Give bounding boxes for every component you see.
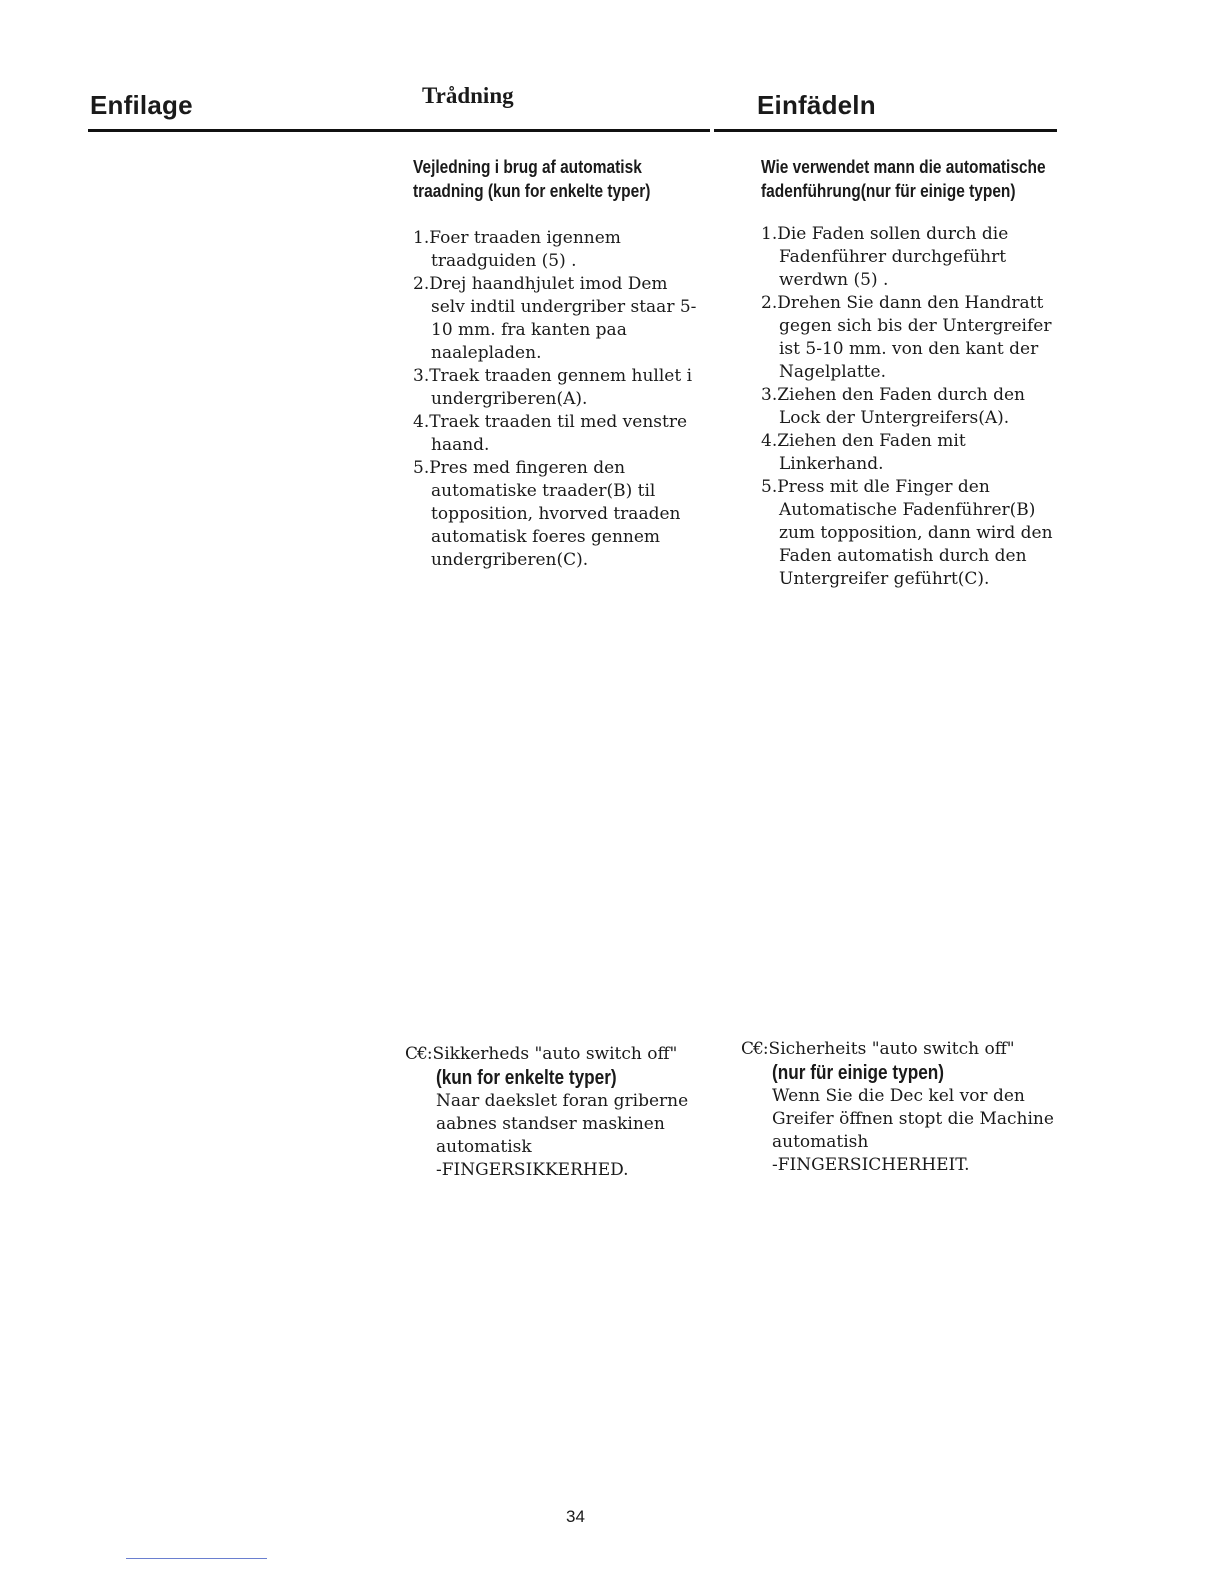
danish-column (413, 155, 713, 572)
german-steps (761, 223, 1061, 591)
danish-note-footer: -FINGERSIKKERHED. (436, 1160, 629, 1180)
german-subheading-line1: Wie verwendet mann die automatische (761, 157, 1046, 177)
danish-note-body: Naar daekslet foran griberne aabnes standser maskinen automatisk (436, 1091, 689, 1157)
german-step: 4.Ziehen den Faden mit Linkerhand. (761, 431, 966, 474)
ce-mark-icon: C€ (405, 1044, 427, 1064)
danish-step: 4.Traek traaden til med venstre haand. (413, 412, 688, 455)
german-step: 1.Die Faden sollen durch die Fadenführer durchgeführt werdwn (5) . (761, 224, 1009, 290)
danish-safety-note (405, 1043, 715, 1182)
danish-note-title: :Sikkerheds "auto switch off" (426, 1044, 678, 1064)
german-step: 5.Press mit dle Finger den Automatische Fadenführer(B) zum topposition, dann wird den Faden automatish durch den Untergreifer geführt(C). (761, 477, 1053, 589)
footer-rule (126, 1558, 267, 1559)
german-column (761, 155, 1081, 591)
danish-subheading-line2: traadning (kun for enkelte typer) (413, 181, 651, 201)
title-french: Enfilage (90, 90, 193, 120)
header-rule-right (714, 129, 1057, 132)
danish-step: 1.Foer traaden igennem traadguiden (5) . (413, 228, 621, 271)
german-note-title-line (741, 1038, 1061, 1061)
german-note-subtitle: (nur für einige typen) (772, 1062, 944, 1084)
danish-subheading-line1: Vejledning i brug af automatisk (413, 157, 642, 177)
german-safety-note (741, 1038, 1061, 1177)
header-rule-left (88, 129, 710, 132)
danish-step: 3.Traek traaden gennem hullet i undergriberen(A). (413, 366, 693, 409)
german-note-footer: -FINGERSICHERHEIT. (772, 1155, 970, 1175)
ce-mark-icon: C€ (741, 1039, 763, 1059)
danish-note-subtitle: (kun for enkelte typer) (436, 1067, 617, 1089)
german-step: 2.Drehen Sie dann den Handratt gegen sich bis der Untergreifer ist 5-10 mm. von den kant der Nagelplatte. (761, 293, 1052, 382)
german-note-title: :Sicherheits "auto switch off" (762, 1039, 1015, 1059)
danish-step: 5.Pres med fingeren den automatiske traader(B) til topposition, hvorved traaden automatisk foeres gennem undergriberen(C). (413, 458, 681, 570)
german-subheading-line2: fadenführung(nur für einige typen) (761, 181, 1016, 201)
danish-note-title-line (405, 1043, 715, 1066)
title-danish: Trådning (422, 83, 514, 108)
german-step: 3.Ziehen den Faden durch den Lock der Untergreifers(A). (761, 385, 1025, 428)
german-note-body: Wenn Sie die Dec kel vor den Greifer öffnen stopt die Machine automatish (772, 1086, 1054, 1152)
title-german: Einfädeln (757, 90, 876, 120)
danish-step: 2.Drej haandhjulet imod Dem selv indtil undergriber staar 5-10 mm. fra kanten paa naalepladen. (413, 274, 697, 363)
page-number: 34 (566, 1507, 585, 1526)
danish-steps (413, 227, 703, 572)
